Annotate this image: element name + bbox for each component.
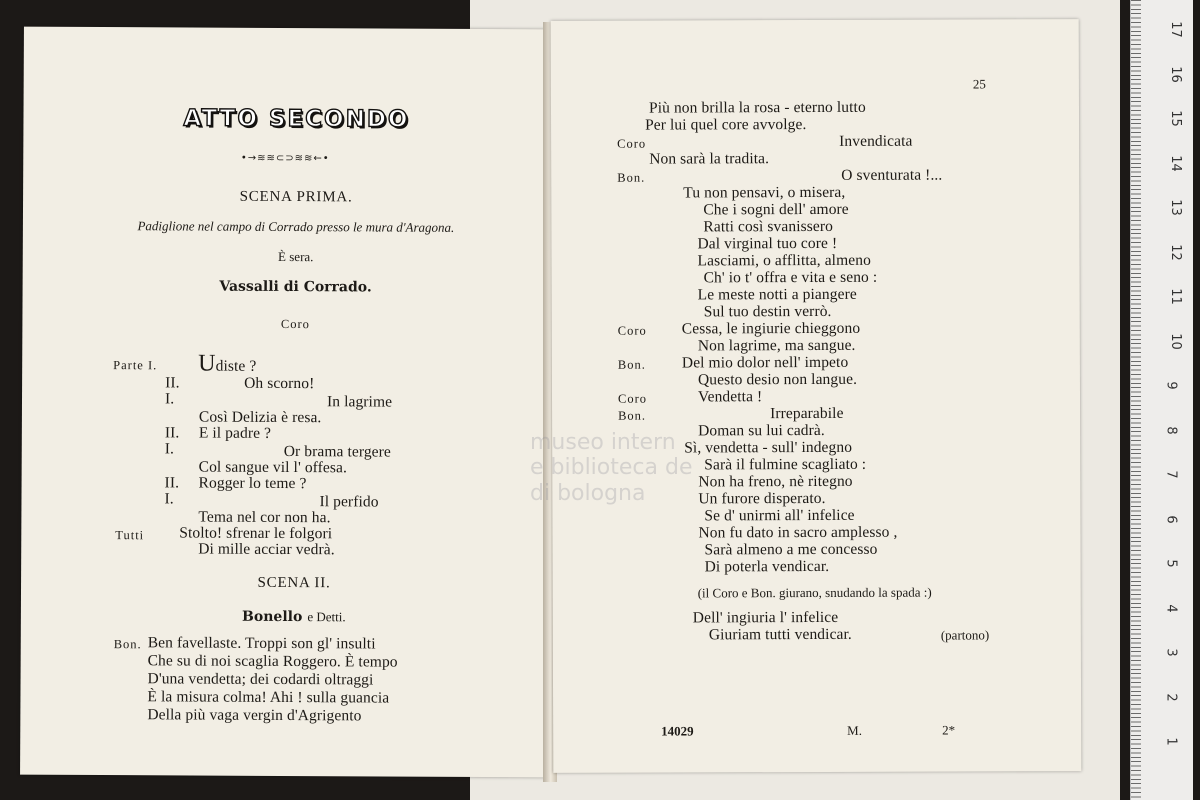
scene-two-characters: [242, 608, 346, 625]
footer-mark: M.: [847, 722, 863, 738]
character-name: Bonello: [242, 608, 303, 626]
verse-line: Col sangue vil l' offesa.: [198, 458, 348, 477]
verse-line: Or brama tergere: [283, 442, 391, 461]
exit-note: (partono): [940, 627, 990, 643]
act-title: ATTO SECONDO: [183, 105, 410, 133]
ruler-number: 2: [1163, 692, 1179, 702]
verse-line: Non lagrime, ma sangue.: [697, 336, 856, 355]
verse-line: Non ha freno, nè ritegno: [698, 472, 853, 491]
verse-line: Sì, vendetta - sull' indegno: [684, 438, 853, 457]
stage-direction: Padiglione nel campo di Corrado presso le mura d'Aragona.: [137, 218, 455, 235]
chorus-heading: Coro: [280, 316, 310, 332]
footer-signature: 2*: [942, 722, 956, 738]
verse-line: Sarà almeno a me concesso: [704, 540, 878, 559]
title-ornament: •→≋≋⊂⊃≋≋←•: [240, 152, 330, 165]
left-page: [20, 27, 551, 778]
footer-catalog-number: 14029: [661, 723, 694, 739]
ruler-number: 7: [1163, 470, 1179, 479]
verse-line: Così Delizia è resa.: [198, 408, 322, 427]
speaker-label: Bon.: [617, 357, 646, 372]
verse-line: Irreparabile: [770, 404, 844, 423]
verse-line: O sventurata !...: [841, 166, 943, 184]
verse-line: Dal virginal tuo core !: [697, 234, 838, 253]
verse-line: Più non brilla la rosa - eterno lutto: [648, 98, 866, 117]
verse-line: Non fu dato in sacro amplesso ,: [698, 523, 898, 542]
verse-line: Di poterla vendicar.: [704, 557, 830, 576]
ruler-number: 10: [1167, 332, 1183, 350]
verse-line: Il perfido: [319, 493, 379, 511]
characters-heading: Vassalli di Corrado.: [219, 278, 372, 296]
verse-line: Ch' io t' offra e vita e seno :: [703, 268, 878, 287]
verse-line: D'una vendetta; dei codardi oltraggi: [147, 670, 374, 689]
verse-line: Doman su lui cadrà.: [698, 421, 825, 440]
verse-line: Sarà il fulmine scagliato :: [704, 455, 867, 474]
verse-line: Per lui quel core avvolge.: [645, 116, 807, 134]
speaker-label: Bon.: [617, 170, 646, 185]
ruler-number: 6: [1163, 514, 1179, 524]
verse-line: È la misura colma! Ahi ! sulla guancia: [147, 688, 390, 707]
speaker-label: Coro: [617, 136, 647, 151]
ruler-number: 16: [1167, 65, 1183, 83]
speaker-label: II.: [164, 424, 180, 442]
verse-line: Stolto! sfrenar le folgori: [179, 524, 333, 543]
verse-line: Un furore disperato.: [698, 489, 826, 508]
ruler-number: 3: [1163, 648, 1179, 657]
verse-line: Invendicata: [839, 132, 913, 150]
speaker-label: Tutti: [115, 528, 145, 543]
right-page: [551, 19, 1082, 773]
verse-line: E il padre ?: [198, 424, 272, 442]
ruler-number: 4: [1163, 603, 1179, 613]
verse-line: Ratti così svanissero: [703, 217, 833, 236]
watermark-line: e biblioteca de: [530, 455, 693, 481]
verse-line: Rogger lo teme ?: [198, 474, 307, 493]
time-note: È sera.: [278, 248, 314, 265]
verse-line-rest-visible: diste ?: [215, 357, 257, 375]
ruler-number: 14: [1167, 154, 1183, 172]
verse-line: Del mio dolor nell' impeto: [681, 353, 849, 372]
speaker-label: I.: [164, 390, 175, 408]
speaker-label: II.: [165, 374, 180, 392]
verse-line: Di mille acciar vedrà.: [198, 540, 335, 559]
verse-line: Tu non pensavi, o misera,: [683, 183, 846, 202]
verse-line: Della più vaga vergin d'Agrigento: [147, 706, 362, 725]
watermark-line: di bologna: [530, 480, 646, 506]
verse-line: Se d' unirmi all' infelice: [704, 506, 855, 525]
measuring-ruler: [1130, 0, 1193, 800]
verse-line: In lagrime: [326, 393, 393, 411]
verse-line: Giuriam tutti vendicar.: [708, 625, 852, 644]
speaker-label: I.: [164, 490, 174, 508]
library-watermark: [530, 430, 693, 506]
verse-line: Vendetta !: [697, 388, 763, 406]
ruler-number: 12: [1167, 243, 1183, 261]
page-number: 25: [972, 76, 986, 92]
scene-two-heading: SCENA II.: [257, 574, 331, 592]
speaker-label: Parte I.: [113, 358, 158, 373]
speaker-label: Bon.: [113, 637, 142, 652]
stage-direction: (il Coro e Bon. giurano, snudando la spada :): [697, 584, 932, 601]
speaker-label: Bon.: [618, 408, 647, 423]
ruler-number: 9: [1163, 381, 1179, 390]
ruler-number: 11: [1167, 288, 1183, 305]
speaker-label: I.: [164, 440, 175, 458]
verse-line: Le meste notti a piangere: [697, 285, 857, 304]
verse-line: Ben favellaste. Troppi son gl' insulti: [147, 634, 376, 653]
verse-line: Che i sogni dell' amore: [703, 200, 849, 219]
scene-one-heading: SCENA PRIMA.: [239, 188, 353, 206]
ruler-number: 13: [1167, 199, 1183, 216]
verse-line: Che su di noi scaglia Roggero. È tempo: [147, 652, 398, 671]
verse-line: Lasciami, o afflitta, almeno: [697, 251, 871, 270]
speaker-label: Coro: [617, 391, 648, 406]
watermark-line: museo intern: [530, 430, 676, 455]
verse-line: [198, 352, 256, 376]
ruler-number: 15: [1167, 110, 1183, 127]
ruler-number: 17: [1167, 21, 1183, 38]
speaker-label: Coro: [617, 323, 647, 338]
ruler-number: 8: [1163, 425, 1179, 435]
character-rest: e Detti.: [307, 609, 346, 625]
verse-line: Dell' ingiuria l' infelice: [692, 608, 839, 627]
verse-line: Sul tuo destin verrò.: [703, 302, 832, 321]
verse-line: Tema nel cor non ha.: [198, 508, 331, 527]
verse-line: Questo desio non langue.: [697, 370, 858, 389]
verse-line: Oh scorno!: [244, 374, 315, 393]
verse-line: Cessa, le ingiurie chieggono: [681, 319, 861, 338]
drop-letter: U: [198, 350, 216, 377]
ruler-number: 1: [1163, 737, 1179, 746]
verse-line: Non sarà la tradita.: [649, 150, 770, 168]
speaker-label: II.: [164, 474, 180, 492]
ruler-number: 5: [1163, 559, 1179, 568]
